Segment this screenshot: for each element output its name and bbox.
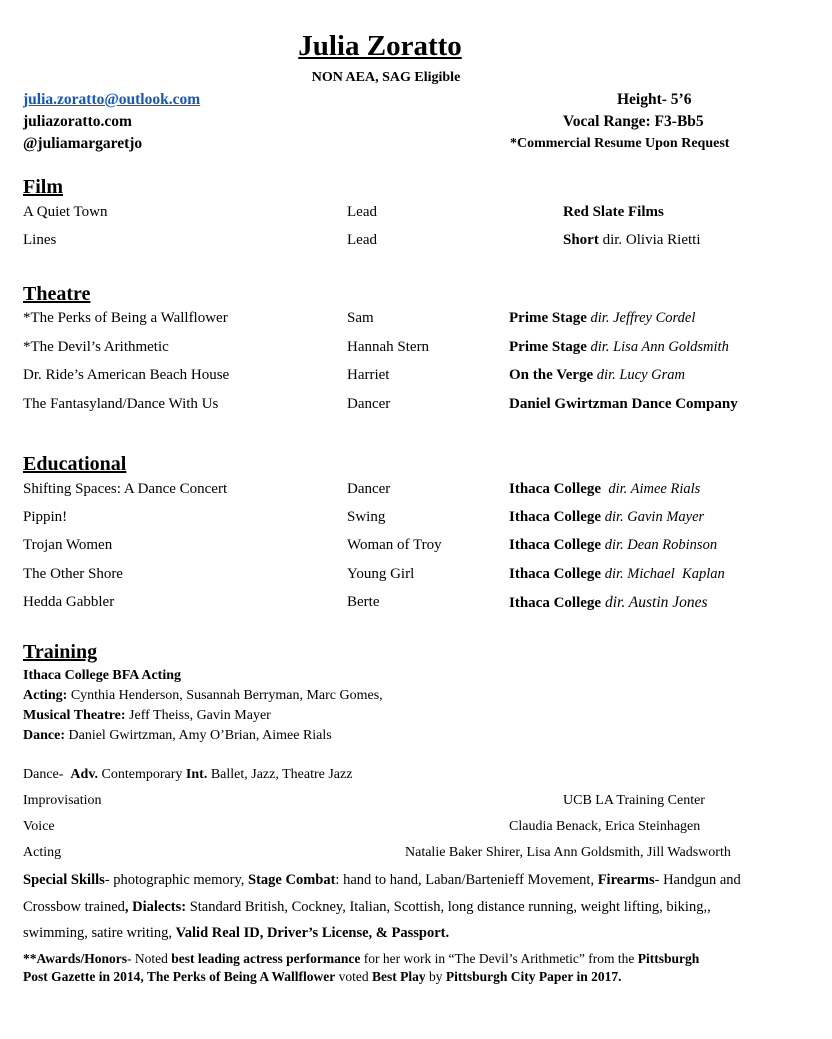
awards-line-2 — [23, 969, 622, 985]
edu-director: dir. Michael Kaplan — [601, 566, 725, 582]
awards-text: for her work in “The Devil’s Arithmetic” from the — [360, 951, 638, 966]
edu-title: Trojan Women — [23, 537, 113, 553]
voice-value: Claudia Benack, Erica Steinhagen — [509, 819, 701, 834]
acting-label: Acting — [23, 845, 62, 860]
commercial-note: *Commercial Resume Upon Request — [510, 136, 730, 151]
theatre-role: Hannah Stern — [347, 339, 430, 355]
film-company: Short — [563, 232, 599, 248]
training-mt-teachers: Jeff Theiss, Gavin Mayer — [125, 708, 271, 723]
theatre-company: Prime Stage — [509, 339, 587, 355]
voice-label: Voice — [23, 819, 55, 834]
edu-role: Young Girl — [347, 566, 415, 582]
theatre-company: Daniel Gwirtzman Dance Company — [509, 396, 738, 412]
theatre-credit — [509, 396, 738, 413]
edu-company: Ithaca College — [509, 481, 602, 497]
improv-value: UCB LA Training Center — [563, 793, 705, 808]
film-director: dir. Olivia Rietti — [598, 232, 701, 248]
theatre-role: Sam — [347, 310, 374, 326]
film-title: A Quiet Town — [23, 204, 108, 220]
edu-director: dir. Aimee Rials — [601, 481, 701, 497]
section-educational-heading: Educational — [23, 453, 127, 475]
skills-text: - photographic memory, — [104, 872, 249, 888]
film-title: Lines — [23, 232, 57, 248]
firearms-label: Firearms — [597, 872, 655, 888]
edu-company: Ithaca College — [509, 595, 602, 611]
training-program: Ithaca College BFA Acting — [23, 668, 182, 683]
union-status: NON AEA, SAG Eligible — [311, 70, 461, 85]
dance-styles — [23, 767, 352, 783]
theatre-director: dir. Lisa Ann Goldsmith — [586, 339, 729, 355]
special-skills-label: Special Skills — [23, 872, 105, 888]
actor-name: Julia Zoratto — [298, 30, 462, 62]
skills-text: : hand to hand, Laban/Bartenieff Movement, — [335, 872, 598, 888]
skills-text: Standard British, Cockney, Italian, Scottish, long distance running, weight lifting, biking,, — [186, 899, 711, 915]
improv-label: Improvisation — [23, 793, 102, 808]
edu-director: dir. Gavin Mayer — [601, 509, 705, 525]
training-mt-label: Musical Theatre: — [23, 708, 126, 723]
theatre-role: Dancer — [347, 396, 391, 412]
theatre-role: Harriet — [347, 367, 390, 383]
training-acting-teachers: Cynthia Henderson, Susannah Berryman, Marc Gomes, — [67, 688, 383, 703]
edu-title: Hedda Gabbler — [23, 594, 115, 610]
edu-director: dir. Dean Robinson — [601, 537, 718, 553]
film-company: Red Slate Films — [563, 204, 664, 220]
skills-text: - Handgun and — [654, 872, 741, 888]
training-dance — [23, 728, 332, 744]
awards-text: by — [425, 969, 446, 984]
film-credit — [563, 232, 701, 249]
edu-role: Woman of Troy — [347, 537, 442, 553]
theatre-company: On the Verge — [509, 367, 594, 383]
edu-credit — [509, 509, 704, 526]
edu-company: Ithaca College — [509, 509, 602, 525]
skills-text: swimming, satire writing, — [23, 925, 176, 941]
film-credit — [563, 204, 664, 221]
section-training-heading: Training — [23, 641, 98, 663]
theatre-director: dir. Jeffrey Cordel — [586, 310, 696, 326]
edu-credit — [509, 537, 717, 554]
edu-role: Dancer — [347, 481, 391, 497]
theatre-director: dir. Lucy Gram — [593, 367, 686, 383]
social-handle: @juliamargaretjo — [23, 135, 143, 152]
theatre-title: The Fantasyland/Dance With Us — [23, 396, 219, 412]
theatre-company: Prime Stage — [509, 310, 587, 326]
theatre-title: *The Devil’s Arithmetic — [23, 339, 169, 355]
theatre-credit — [509, 339, 729, 356]
skills-text: Crossbow trained — [23, 899, 125, 915]
website: juliazoratto.com — [23, 113, 132, 130]
email-link[interactable]: julia.zoratto@outlook.com — [23, 91, 201, 108]
dance-int-styles: Ballet, Jazz, Theatre Jazz — [207, 767, 353, 782]
film-role: Lead — [347, 232, 377, 248]
edu-role: Berte — [347, 594, 380, 610]
awards-text: voted — [335, 969, 372, 984]
training-musical-theatre — [23, 708, 271, 724]
height: Height- 5’6 — [617, 91, 692, 108]
edu-credit — [509, 481, 700, 498]
skills-line-1 — [23, 872, 741, 889]
awards-highlight: Pittsburgh City Paper in 2017. — [445, 969, 622, 984]
film-role: Lead — [347, 204, 377, 220]
dance-styles-label: Dance- — [23, 767, 71, 782]
section-film-heading: Film — [23, 176, 63, 198]
awards-highlight: Pittsburgh — [637, 951, 700, 966]
awards-highlight: best leading actress performance — [171, 951, 361, 966]
training-acting-label: Acting: — [23, 688, 68, 703]
theatre-credit — [509, 310, 695, 327]
edu-director: dir. Austin Jones — [601, 594, 708, 611]
edu-credit — [509, 594, 708, 612]
dance-adv-label: Adv. — [70, 767, 99, 782]
edu-title: Pippin! — [23, 509, 68, 525]
awards-highlight: Best Play — [371, 969, 426, 984]
edu-credit — [509, 566, 725, 583]
dance-adv-styles: Contemporary — [98, 767, 186, 782]
stage-combat-label: Stage Combat — [248, 872, 336, 888]
awards-label: **Awards/Honors — [23, 951, 128, 966]
vocal-range: Vocal Range: F3-Bb5 — [563, 113, 704, 130]
skills-line-2 — [23, 899, 711, 916]
acting-value: Natalie Baker Shirer, Lisa Ann Goldsmith, Jill Wadsworth — [405, 845, 731, 860]
awards-line-1 — [23, 951, 699, 967]
edu-company: Ithaca College — [509, 537, 602, 553]
training-dance-label: Dance: — [23, 728, 65, 743]
edu-role: Swing — [347, 509, 386, 525]
awards-text: - Noted — [127, 951, 172, 966]
section-theatre-heading: Theatre — [23, 283, 91, 305]
theatre-title: *The Perks of Being a Wallflower — [23, 310, 228, 326]
edu-title: The Other Shore — [23, 566, 123, 582]
theatre-credit — [509, 367, 685, 384]
dialects-label: , Dialects: — [124, 899, 187, 915]
edu-title: Shifting Spaces: A Dance Concert — [23, 481, 228, 497]
awards-highlight: Post Gazette in 2014, The Perks of Being A Wallflower — [23, 969, 336, 984]
skills-line-3 — [23, 925, 449, 942]
id-license-passport: Valid Real ID, Driver’s License, & Passport. — [175, 925, 450, 941]
theatre-title: Dr. Ride’s American Beach House — [23, 367, 230, 383]
training-acting — [23, 688, 383, 704]
dance-int-label: Int. — [185, 767, 208, 782]
edu-company: Ithaca College — [509, 566, 602, 582]
training-dance-teachers: Daniel Gwirtzman, Amy O’Brian, Aimee Rials — [65, 728, 332, 743]
